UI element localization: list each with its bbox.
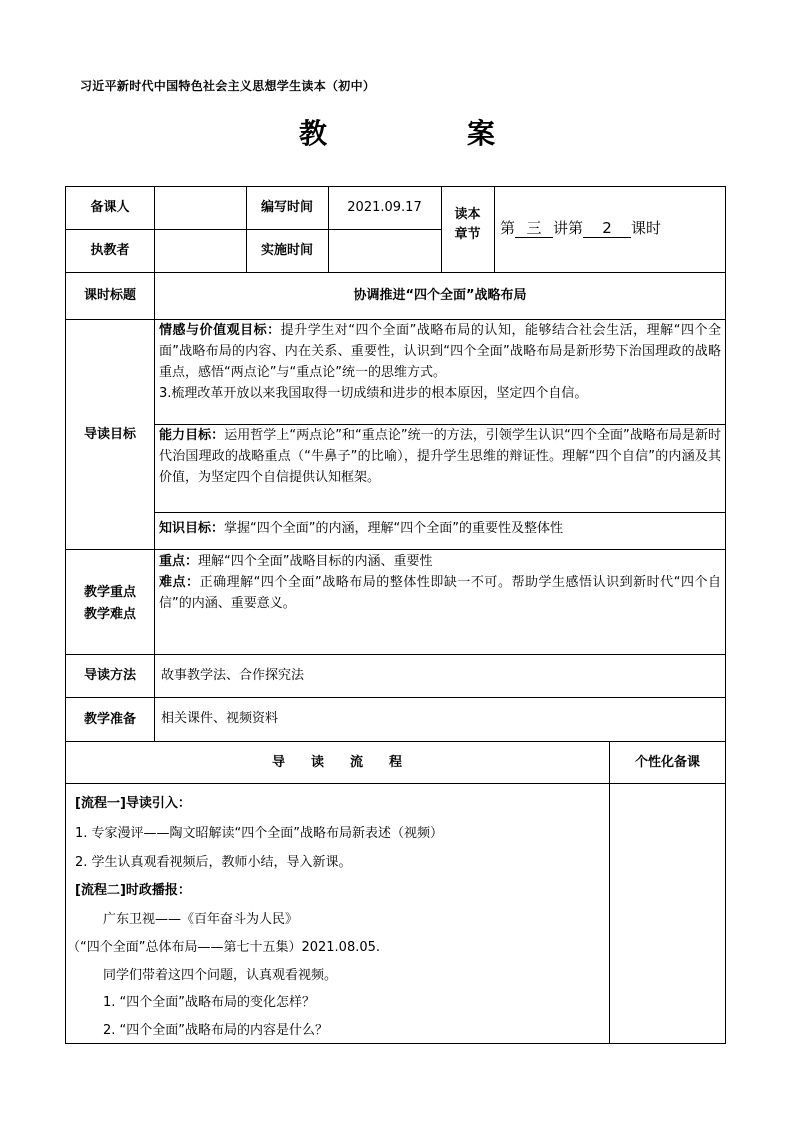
teacher-value bbox=[154, 229, 246, 272]
difficulty-head: 难点： bbox=[159, 575, 200, 590]
lesson-title: 协调推进“四个全面”战略布局 bbox=[353, 288, 527, 303]
step2-question-2: 2. “四个全面”战略布局的内容是什么？ bbox=[103, 1023, 329, 1038]
chapter-number: 三 bbox=[515, 219, 553, 238]
step2-line1: 广东卫视——《百年奋斗为人民》 bbox=[103, 912, 299, 927]
step2-question-1: 1. “四个全面”战略布局的变化怎样？ bbox=[103, 995, 316, 1010]
step1-item2: 2. 学生认真观看视频后，教师小结，导入新课。 bbox=[75, 855, 352, 870]
impl-time-label: 实施时间 bbox=[260, 243, 313, 258]
step1-title: [流程一]导读引入： bbox=[75, 796, 191, 811]
preparer-value bbox=[154, 186, 246, 229]
key-head: 重点： bbox=[159, 554, 199, 569]
method-value: 故事教学法、合作探究法 bbox=[161, 668, 305, 683]
chapter-prefix: 第 bbox=[500, 219, 516, 237]
key-content bbox=[159, 551, 721, 614]
goal-ability bbox=[159, 425, 721, 488]
lesson-number: 2 bbox=[583, 219, 631, 238]
page-title bbox=[0, 112, 794, 152]
key-label bbox=[65, 582, 155, 626]
goal-knowledge-head: 知识目标： bbox=[159, 521, 225, 536]
goal-emotion-text: 提升学生对“四个全面”战略布局的认知，能够结合社会生活，理解“四个全面”战略布局的内容、内在关系、重要性，认识到“四个全面”战略布局是新形势下治国理政的战略重点，感悟“两点论”与“重点论”统一的思维方式。 bbox=[159, 323, 721, 380]
chapter-label-line1: 读本 bbox=[454, 207, 481, 222]
prep-label: 教学准备 bbox=[83, 711, 136, 727]
teacher-label: 执教者 bbox=[90, 243, 130, 258]
chapter-mid: 讲第 bbox=[553, 219, 584, 237]
write-time-value: 2021.09.17 bbox=[347, 200, 422, 215]
prep-value: 相关课件、视频资料 bbox=[161, 711, 279, 726]
key-text: 理解“四个全面”战略目标的内涵、重要性 bbox=[198, 554, 433, 569]
book-header: 习近平新时代中国特色社会主义思想学生读本（初中） bbox=[80, 79, 376, 93]
goal-knowledge bbox=[159, 518, 721, 539]
goal-emotion-head: 情感与价值观目标： bbox=[159, 323, 281, 338]
write-time-label: 编写时间 bbox=[260, 200, 313, 215]
flow-heading: 导 读 流 程 bbox=[271, 754, 402, 770]
key-label-line1: 教学重点 bbox=[83, 585, 136, 600]
goal-emotion bbox=[159, 320, 721, 404]
goal-emotion-item3: 3.梳理改革开放以来我国取得一切成绩和进步的根本原因，坚定四个自信。 bbox=[159, 386, 588, 401]
title-char-left: 教 bbox=[298, 117, 327, 150]
difficulty-text: 正确理解“四个全面”战略布局的整体性即缺一不可。帮助学生感悟认识到新时代“四个自信”的内涵、重要意义。 bbox=[159, 575, 721, 611]
step2-line3: 同学们带着这四个问题，认真观看视频。 bbox=[103, 968, 338, 983]
chapter-label-line2: 章节 bbox=[454, 227, 481, 242]
lesson-title-label: 课时标题 bbox=[83, 288, 136, 303]
goal-knowledge-text: 掌握“四个全面”的内涵，理解“四个全面”的重要性及整体性 bbox=[224, 521, 563, 536]
title-char-right: 案 bbox=[467, 117, 496, 150]
goal-ability-head: 能力目标： bbox=[159, 428, 225, 443]
impl-time-value bbox=[328, 229, 441, 272]
key-label-line2: 教学难点 bbox=[83, 607, 136, 622]
personal-heading: 个性化备课 bbox=[634, 754, 700, 770]
goals-label: 导读目标 bbox=[83, 426, 136, 442]
step1-item1: 1. 专家漫评——陶文昭解读“四个全面”战略布局新表述（视频） bbox=[75, 826, 444, 841]
step2-line2: （“四个全面”总体布局——第七十五集）2021.08.05. bbox=[67, 940, 381, 955]
step2-title: [流程二]时政播报： bbox=[75, 883, 191, 898]
method-label: 导读方法 bbox=[83, 668, 136, 683]
chapter-suffix: 课时 bbox=[631, 219, 662, 237]
chapter-value bbox=[500, 218, 720, 242]
goal-ability-text: 运用哲学上“两点论”和“重点论”统一的方法，引领学生认识“四个全面”战略布局是新时代治国理政的战略重点（“牛鼻子”的比喻），提升学生思维的辩证性。理解“四个自信”的内涵及其价值，为坚定四个自信提供认知框架。 bbox=[159, 428, 721, 485]
preparer-label: 备课人 bbox=[90, 200, 130, 215]
chapter-label bbox=[441, 205, 494, 245]
